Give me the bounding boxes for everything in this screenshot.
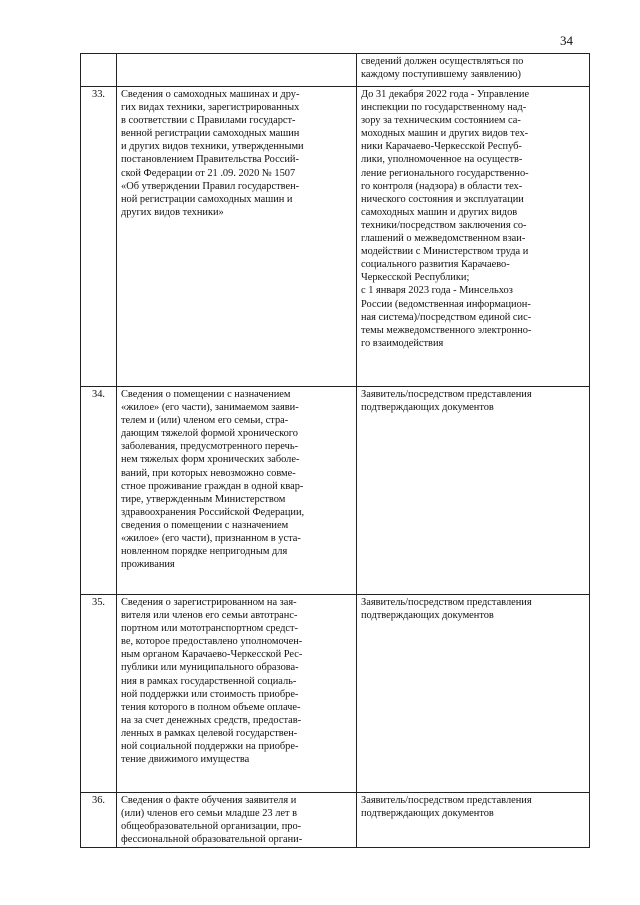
source-cell — [357, 54, 590, 87]
description-cell — [117, 595, 357, 793]
row-source: Заявитель/посредством представления подтверждающих документов — [361, 389, 532, 414]
row-description: Сведения о факте обучения заявителя и (или) членов его семьи младше 23 лет в общеобразовательной организации, про- фессиональной образовательной органи- — [121, 795, 303, 846]
row-number-cell — [81, 793, 117, 848]
table-row — [81, 595, 590, 793]
table-row — [81, 87, 590, 387]
table-row-continuation — [81, 54, 590, 87]
row-number: 34. — [92, 389, 105, 400]
source-cell — [357, 595, 590, 793]
row-source: Заявитель/посредством представления подтверждающих документов — [361, 795, 532, 820]
row-number-cell — [81, 87, 117, 387]
row-source: До 31 декабря 2022 года - Управление инспекции по государственному над- зору за техническим состоянием са- моходных машин и других видов тех- ники Карачаево-Черкесской Респуб- лики, уполномоченное на осуществ- ление регионального государственно- го контроля (надзора) в области тех- нического состояния и эксплуатации самоходных машин и других видов техники/посредством заключения со- глашений о межведомственном взаи- модействии с Министерством труда и социального развития Карачаево- Черкесской Республики; с 1 января 2023 года - Минсельхоз России (ведомственная информацион- ная система)/посредством единой сис- темы межведомственного электронно- го взаимодействия — [361, 89, 532, 349]
row-description: Сведения о помещении с назначением «жилое» (его части), занимаемом заяви- телем и (или) членом его семьи, стра- дающим тяжелой формой хронического заболевания, предусмотренного перечь- нем тяжелых форм хронических заболе- ваний, при которых невозможно совме- стное проживание граждан в одной квар- тире, утвержденным Министерством здравоохранения Российской Федерации, сведения о помещении с назначением «жилое» (его части), признанном в уста- новленном порядке непригодным для проживания — [121, 389, 305, 571]
row-number-cell — [81, 595, 117, 793]
source-cell — [357, 87, 590, 387]
source-cell — [357, 387, 590, 595]
table-row — [81, 387, 590, 595]
row-number-cell — [81, 387, 117, 595]
row-description: Сведения о зарегистрированном на зая- вителя или членов его семьи автотранс- портном или мототранспортном средст- ве, которое предоставлено уполномочен- ным органом Карачаево-Черкесской Рес- публики или муниципального образова- ния в рамках государственной социаль- ной поддержки или стоимость приобре- тения которого в полном объеме оплаче- на за счет денежных средств, предостав- ленных в рамках целевой государствен- ной социальной поддержки на приобре- тение движимого имущества — [121, 597, 303, 766]
row-source: Заявитель/посредством представления подтверждающих документов — [361, 597, 532, 622]
documents-table — [80, 53, 590, 848]
row-number: 36. — [92, 795, 105, 806]
row-number: 35. — [92, 597, 105, 608]
row-description: Сведения о самоходных машинах и дру- гих видах техники, зарегистрированных в соответствии с Правилами государст- венной регистрации самоходных машин и других видов техники, утвержденными постановлением Правительства Россий- ской Федерации от 21 .09. 2020 № 1507 «Об утверждении Правил государствен- ной регистрации самоходных машин и других видов техники» — [121, 89, 304, 218]
description-cell — [117, 793, 357, 848]
page-number: 34 — [560, 33, 573, 48]
row-source: сведений должен осуществляться по каждому поступившему заявлению) — [361, 56, 524, 81]
description-cell — [117, 87, 357, 387]
table-row — [81, 793, 590, 848]
source-cell — [357, 793, 590, 848]
row-number: 33. — [92, 89, 105, 100]
row-number-cell — [81, 54, 117, 87]
description-cell — [117, 387, 357, 595]
description-cell — [117, 54, 357, 87]
